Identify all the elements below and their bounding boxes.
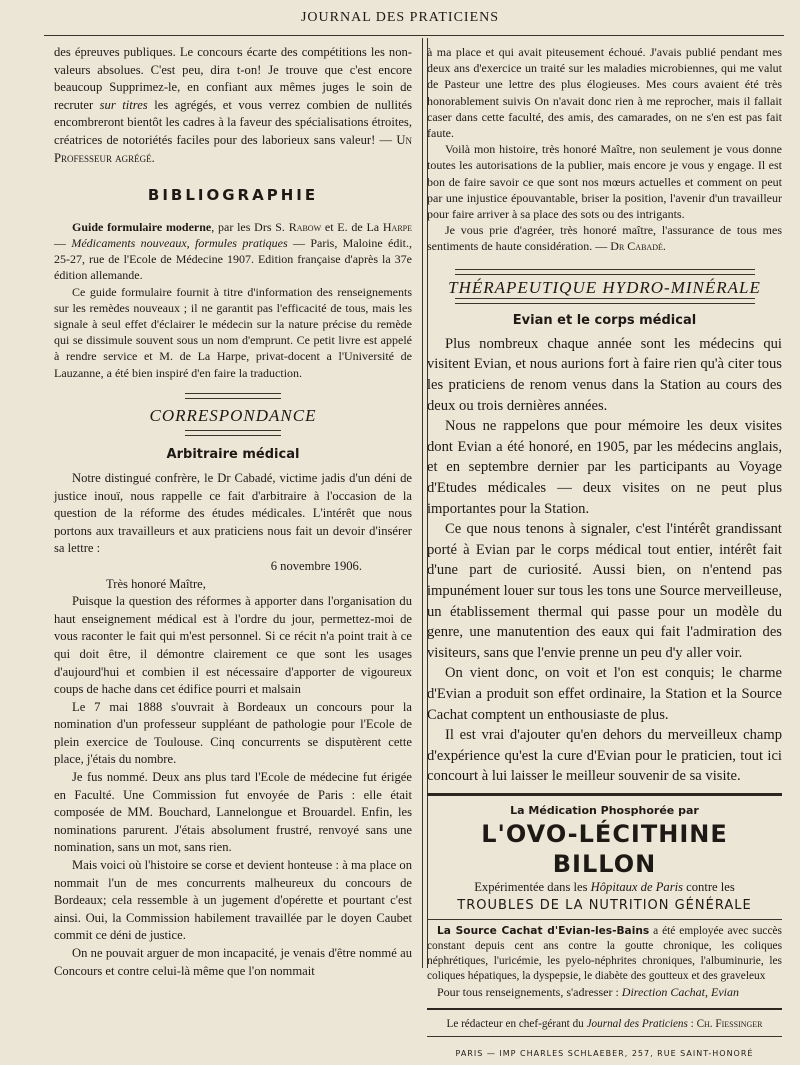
section-separator [185, 393, 281, 399]
letter-paragraph: Puisque la question des réformes à apporter dans l'organisation du haut enseignement médical est à l'ordre du jour, permettez-moi de vous raconter le fait qui m'est personnel. Si ce récit n'a point trait à ce qui doit être, il démontre clairement ce que sont les usages d'aujourd'hui et combien il est nécessaire d'apporter de vigoureux coups de hache dans cet édifice pourri et malsain [54, 594, 412, 697]
section-separator [455, 298, 755, 304]
source-cachat-text: La Source Cachat d'Evian-les-Bains a été employée avec succès constant depuis cent ans contre la goutte chronique, les coliques néphrétiques, l'uricémie, les pyelo-néphrites chroniques, l'albuminurie, les coliques hépatiques, la dyspepsie, le diabète des goutteux et des graveleux [427, 925, 782, 982]
letter-paragraph: Le 7 mai 1888 s'ouvrait à Bordeaux un concours pour la nomination d'un professeur suppléant de pathologie pour l'Ecole de plein exercice de Toulouse. Cinq concurrents se disputèrent cette place, j'étais du nombre. [54, 699, 412, 767]
therapeutique-title: THÉRAPEUTIQUE HYDRO-MINÉRALE [448, 277, 761, 297]
right-column [427, 44, 782, 1062]
letter-salutation: Très honoré Maître, [106, 576, 206, 591]
advert-troubles: TROUBLES DE LA NUTRITION GÉNÉRALE [457, 898, 752, 914]
letter-paragraph: Voilà mon histoire, très honoré Maître, non seulement je vous donne toutes les autorisations de la publier, mais encore je vous y engage. Il est bon de faire savoir ce que sont nos mœurs actuelles et comment on peut par une injustice épouvantable, briser la position, l'avenir d'un travailleur pour faire arriver à sa place des sots ou des intrigants. [427, 142, 782, 222]
printer-imprint: PARIS — IMP CHARLES SCHLAEBER, 257, RUE SAINT-HONORÉ [455, 1048, 754, 1058]
header-rule [44, 35, 784, 36]
therapeutique-paragraph: Ce que nous tenons à signaler, c'est l'intérêt grandissant porté à Evian par le corps médical tout entier, intérêt fait d'une part de curiosité. Aussi bien, on n'entend pas impunément louer sur tous les tons une Source merveilleuse, un établissement thermal qui passe pour un modèle du genre, une manutention des eaux qui fait l'admiration des visiteurs, sans que l'envie prenne un peu d'y aller voir. [427, 521, 782, 661]
advert-tagline: Expérimentée dans les Hôpitaux de Paris contre les [474, 880, 735, 895]
advert-top-rule [427, 793, 782, 796]
section-separator [455, 269, 755, 275]
letter-paragraph: On ne pouvait arguer de mon incapacité, je venais d'être nommé au Concours et contre celui-là même que l'on nommait [54, 946, 412, 978]
intro-paragraph: des épreuves publiques. Le concours écarte des compétitions les non-valeurs absolues. C'est peu, dira t-on! Je trouve que c'est encore beaucoup Supprimez-le, en confiant aux mêmes juges le soin de recruter sur titres les agrégés, et vous verrez combien de nullités encombreront bientôt les cadres à la faveur des spécialisations étroites, créatrices de notoriétés faciles pour des laborieux sans valeur! — Un Professeur agrégé. [54, 45, 412, 165]
advert-brand: L'OVO-LÉCITHINE BILLON [481, 820, 728, 879]
letter-date: 6 novembre 1906. [270, 558, 362, 573]
editor-line: Le rédacteur en chef-gérant du Journal des Praticiens : Ch. Fiessinger [446, 1017, 763, 1030]
biblio-body: Ce guide formulaire fournit à titre d'information des renseignements sur les remèdes nouveaux ; il ne garantit pas l'efficacité de tous, mais les signale à seul effet d'éclairer le médecin sur la nature précise du remède qui se dissimule souvent sous un nom d'emprunt. Ce petit livre est appelé à rendre service et M. de La Harpe, privat-docent a l'Université de Lauzanne, a été bien inspiré d'en faire la traduction. [54, 284, 412, 380]
running-head: JOURNAL DES PRATICIENS [300, 10, 500, 25]
correspondance-intro: Notre distingué confrère, le Dr Cabadé, victime jadis d'un déni de justice inouï, nous rappelle ce fait d'arbitraire à l'occasion de la question de la réforme des études médicales. L'intérêt que nous portons aux travailleurs et aux praticiens nous fait un devoir d'insérer sa lettre : [54, 470, 412, 556]
therapeutique-paragraph: Nous ne rappelons que pour mémoire les deux visites dont Evian a été honoré, en 1905, par les médecins anglais, et en septembre dernier par les participants au Voyage d'Etudes médicales — deux visites on ne peut plus importantes pour la Station. [427, 418, 782, 517]
biblio-book-reference: Guide formulaire moderne, par les Drs S. Rabow et E. de La Harpe — Médicaments nouveaux, formules pratiques — Paris, Maloine édit., 25-27, rue de l'Ecole de Médecine 1907. Edition française d'après la 37e édition allemande. [54, 219, 412, 283]
letter-signature: Dr Cabadé. [610, 239, 666, 254]
source-cachat-contact: Pour tous renseignements, s'adresser : Direction Cachat, Evian [437, 984, 739, 999]
section-separator [185, 430, 281, 436]
correspondance-title: CORRESPONDANCE [149, 405, 317, 425]
advert-rule [427, 919, 782, 920]
therapeutique-paragraph: On vient donc, on voit et l'on est conquis; le charme d'Evian a produit son effet ordinaire, la Station et la Source Cachat comptent un enthousiaste de plus. [427, 665, 782, 723]
intro-signature: Un Professeur agrégé. [54, 132, 412, 165]
therapeutique-paragraph: Plus nombreux chaque année sont les médecins qui visitent Evian, et nous aurions fort à faire rien qu'à citer tous les praticiens de renom venus dans la Station au cours des deux ou trois dernières années. [427, 335, 782, 414]
advert-kicker: La Médication Phosphorée par [510, 803, 699, 817]
letter-continuation: à ma place et qui avait piteusement échoué. J'avais publié pendant mes deux ans d'exercice un traité sur les maladies microbiennes, qui me valut de Pasteur une lettre des plus élogieuses. Mes cours avaient été très honorablement suivis On n'avait donc rien à me reprocher, mais il fallait caser dans cette faculté, des amis, des camarades, on ne s'en est pas fait faute. [427, 45, 782, 141]
left-column [54, 44, 412, 980]
letter-closing: Je vous prie d'agréer, très honoré maître, l'assurance de tous mes sentiments de haute considération. — Dr Cabadé. [427, 223, 782, 254]
therapeutique-paragraph: Il est vrai d'ajouter qu'en dehors du merveilleux champ d'expérience qu'est la cure d'Evian pour le praticien, tout ici concourt à lui laisser le meilleur souvenir de sa visite. [427, 727, 782, 785]
footer-rule [427, 1036, 782, 1037]
arbitraire-subhead: Arbitraire médical [166, 447, 300, 463]
letter-paragraph: Mais voici où l'histoire se corse et devient honteuse : à ma place on nommait l'un de mes concurrents malheureux du concours de Bordeaux; cela ressemble à un jugement d'opérette et pourtant c'est ainsi. Oui, la Commission habilement travaillée par le doyen Caubet commit ce déni de justice. [54, 858, 412, 943]
letter-paragraph: Je fus nommé. Deux ans plus tard l'Ecole de médecine fut érigée en Faculté. Une Commission fut envoyée de Paris : elle était composée de MM. Bouchard, Lannelongue et Brouardel. Enfin, les nominations parurent. J'étais absolument frustré, renvoyé sans une nomination, sans un mot, sans rien. [54, 770, 412, 855]
advert-bottom-rule [427, 1008, 782, 1010]
evian-subhead: Evian et le corps médical [512, 313, 697, 329]
bibliographie-title: BIBLIOGRAPHIE [147, 186, 319, 205]
